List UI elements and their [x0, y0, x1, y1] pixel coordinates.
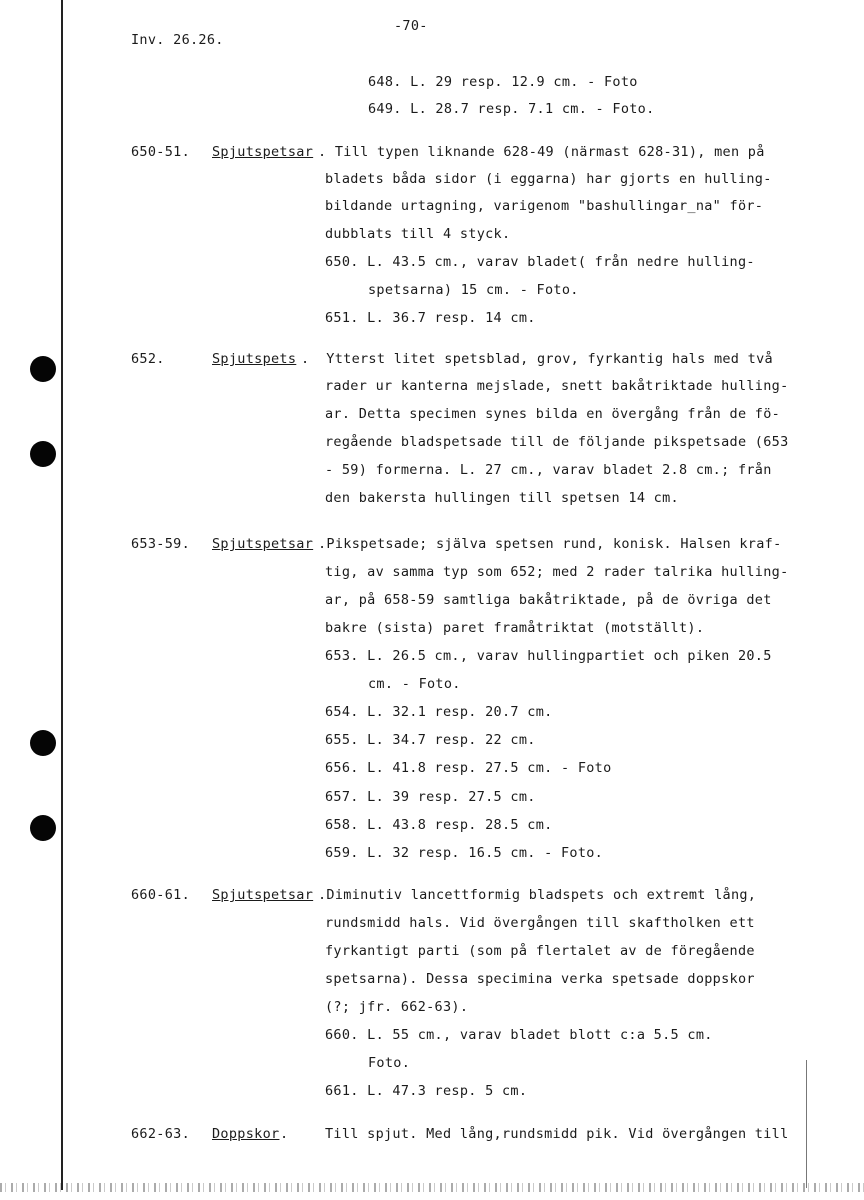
- measurement-line: 651. L. 36.7 resp. 14 cm.: [325, 310, 536, 326]
- entry-term: Spjutspetsar: [212, 887, 314, 903]
- entry-line: fyrkantigt parti (som på flertalet av de föregående: [325, 943, 755, 959]
- entry-term: Spjutspetsar: [212, 144, 314, 160]
- entry-line: bladets båda sidor (i eggarna) har gjorts en hulling-: [325, 171, 772, 187]
- measurement-line: 661. L. 47.3 resp. 5 cm.: [325, 1083, 528, 1099]
- entry-number: 660-61.: [131, 887, 190, 903]
- inventory-number: Inv. 26.26.: [131, 32, 224, 48]
- entry-line: 649. L. 28.7 resp. 7.1 cm. - Foto.: [368, 101, 655, 117]
- punch-hole-icon: [30, 730, 56, 756]
- entry-line: dubblats till 4 styck.: [325, 226, 511, 242]
- measurement-line: 655. L. 34.7 resp. 22 cm.: [325, 732, 536, 748]
- measurement-line: 650. L. 43.5 cm., varav bladet( från nedre hulling-: [325, 254, 755, 270]
- entry-line: ar, på 658-59 samtliga bakåtriktade, på de övriga det: [325, 592, 772, 608]
- measurement-line: cm. - Foto.: [368, 676, 461, 692]
- entry-term: Spjutspetsar: [212, 536, 314, 552]
- entry-term: Spjutspets: [212, 351, 297, 367]
- punch-hole-icon: [30, 441, 56, 467]
- entry-line: (?; jfr. 662-63).: [325, 999, 469, 1015]
- page-edge-line: [806, 1060, 807, 1188]
- entry-line: regående bladspetsade till de följande pikspetsade (653: [325, 434, 789, 450]
- scan-noise-strip: [0, 1183, 864, 1192]
- entry-line: spetsarna). Dessa specimina verka spetsade doppskor: [325, 971, 755, 987]
- entry-line: 648. L. 29 resp. 12.9 cm. - Foto: [368, 74, 638, 90]
- entry-line: . Till typen liknande 628-49 (närmast 628-31), men på: [318, 144, 765, 160]
- entry-term: Doppskor: [212, 1126, 280, 1142]
- entry-line: bakre (sista) paret framåtriktat (motställt).: [325, 620, 705, 636]
- entry-line: den bakersta hullingen till spetsen 14 cm.: [325, 490, 679, 506]
- entry-line: rundsmidd hals. Vid övergången till skaftholken ett: [325, 915, 755, 931]
- measurement-line: 658. L. 43.8 resp. 28.5 cm.: [325, 817, 553, 833]
- entry-number: 650-51.: [131, 144, 190, 160]
- entry-line: .Diminutiv lancettformig bladspets och extremt lång,: [318, 887, 757, 903]
- entry-number: 653-59.: [131, 536, 190, 552]
- page-number: -70-: [394, 18, 428, 34]
- entry-line: . Ytterst litet spetsblad, grov, fyrkantig hals med två: [301, 351, 773, 367]
- measurement-line: 653. L. 26.5 cm., varav hullingpartiet och piken 20.5: [325, 648, 772, 664]
- measurement-line: 660. L. 55 cm., varav bladet blott c:a 5.5 cm.: [325, 1027, 713, 1043]
- entry-number: 662-63.: [131, 1126, 190, 1142]
- margin-line: [61, 0, 63, 1190]
- punch-hole-icon: [30, 356, 56, 382]
- entry-line: Till spjut. Med lång,rundsmidd pik. Vid övergången till: [325, 1126, 789, 1142]
- measurement-line: Foto.: [368, 1055, 411, 1071]
- measurement-line: 657. L. 39 resp. 27.5 cm.: [325, 789, 536, 805]
- entry-line: .: [280, 1126, 289, 1142]
- punch-hole-icon: [30, 815, 56, 841]
- entry-line: rader ur kanterna mejslade, snett bakåtriktade hulling-: [325, 378, 789, 394]
- entry-line: bildande urtagning, varigenom "bashullingar_na" för-: [325, 198, 764, 214]
- entry-number: 652.: [131, 351, 165, 367]
- measurement-line: 654. L. 32.1 resp. 20.7 cm.: [325, 704, 553, 720]
- measurement-line: 659. L. 32 resp. 16.5 cm. - Foto.: [325, 845, 604, 861]
- entry-line: .Pikspetsade; själva spetsen rund, konisk. Halsen kraf-: [318, 536, 782, 552]
- entry-line: tig, av samma typ som 652; med 2 rader talrika hulling-: [325, 564, 789, 580]
- measurement-line: 656. L. 41.8 resp. 27.5 cm. - Foto: [325, 760, 612, 776]
- entry-line: ar. Detta specimen synes bilda en övergång från de fö-: [325, 406, 781, 422]
- measurement-line: spetsarna) 15 cm. - Foto.: [368, 282, 579, 298]
- entry-line: - 59) formerna. L. 27 cm., varav bladet 2.8 cm.; från: [325, 462, 772, 478]
